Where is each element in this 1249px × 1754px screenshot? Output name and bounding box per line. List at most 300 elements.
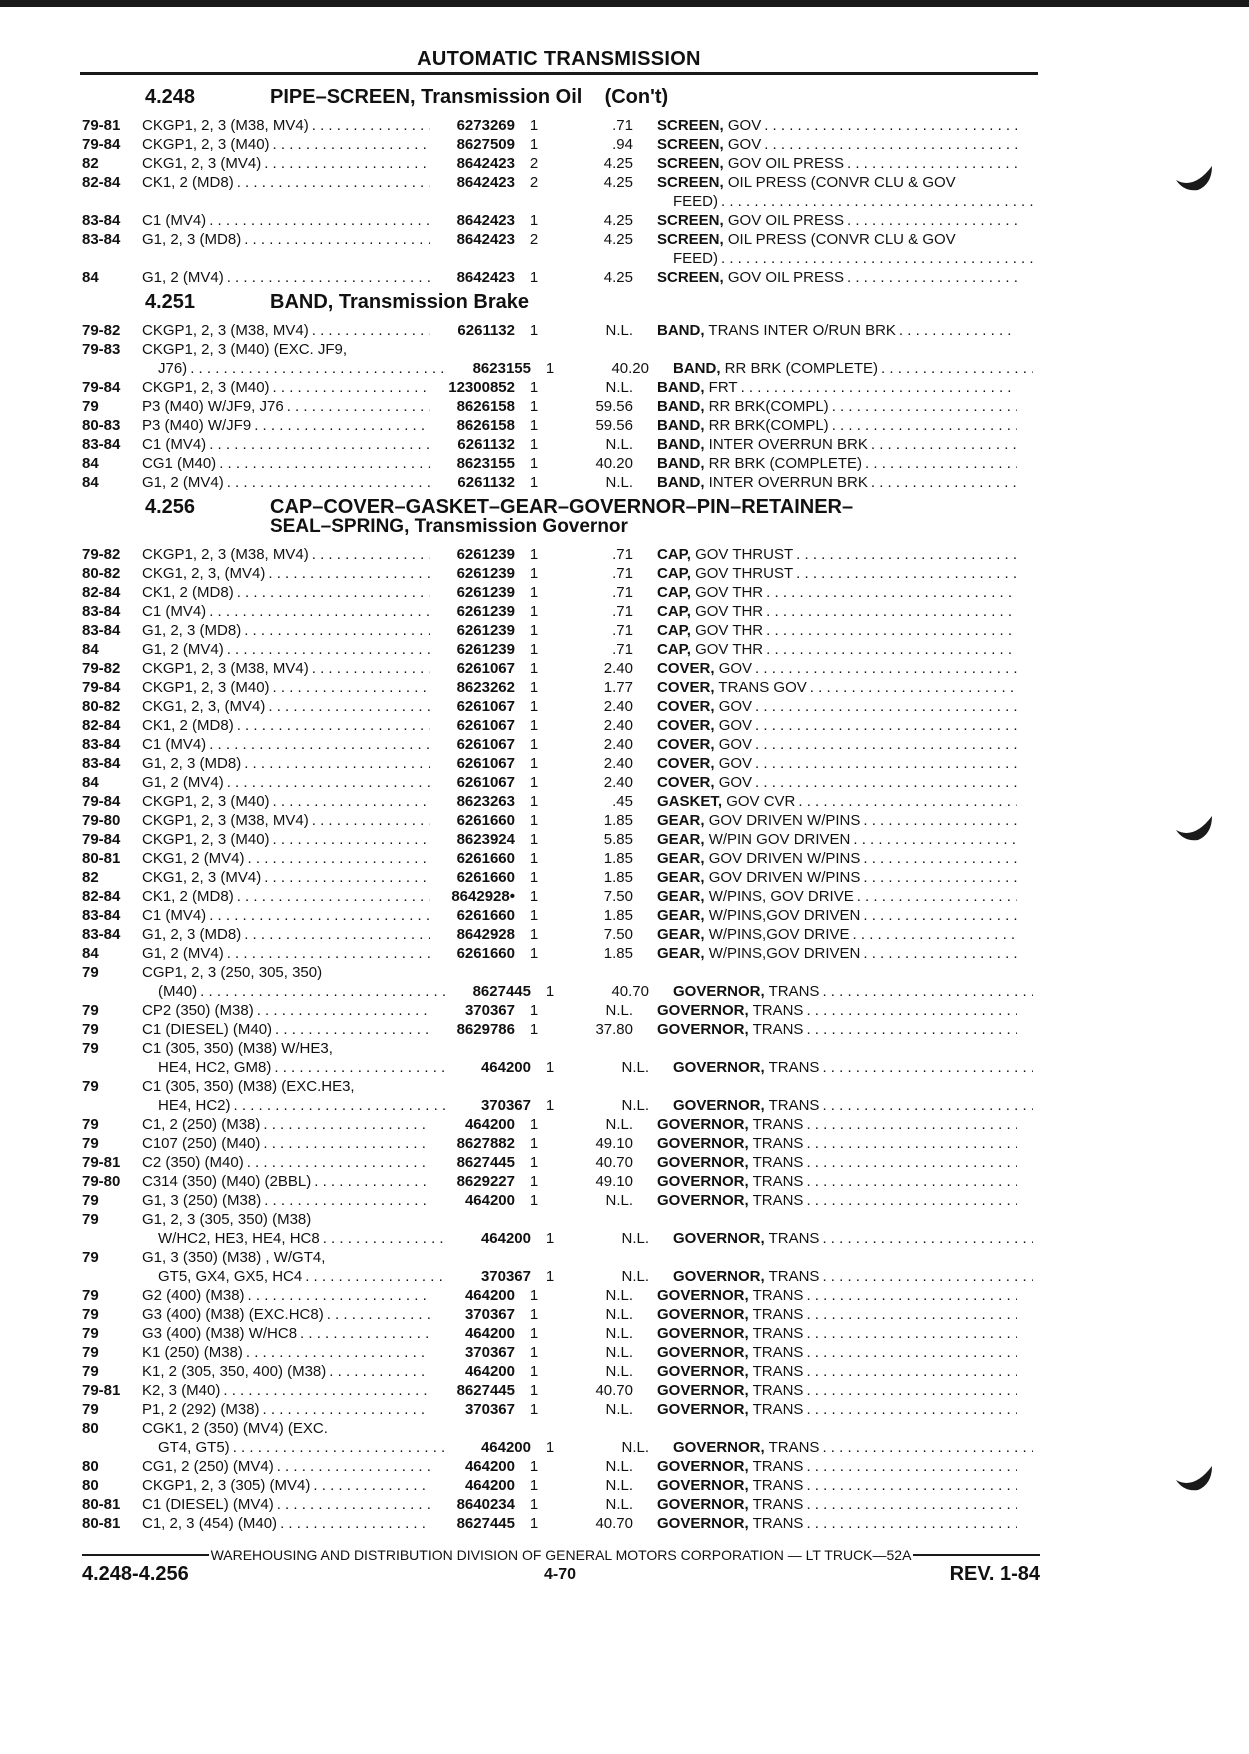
model-year: 79-81 [82,117,121,134]
description [633,378,1017,397]
table-row [82,868,1040,887]
price [553,1210,633,1229]
part-number [430,1248,515,1267]
description-text: TRANS [752,1116,804,1133]
description [633,1210,1017,1229]
price [553,1077,633,1096]
description-text: TRANS [768,1439,820,1456]
table-row [82,830,1040,849]
quantity: 1 [529,1477,539,1494]
table-row [82,1039,1040,1058]
price: N.L. [605,1325,633,1342]
description-text: TRANS [752,1382,804,1399]
application: C1 (DIESEL) (MV4) . . . [142,1495,430,1514]
description [633,868,1017,887]
price: N.L. [605,1496,633,1513]
description-noun: COVER, [657,736,715,753]
price [553,1248,633,1267]
description-text: TRANS GOV [718,679,807,696]
description-text: GOV THRUST [695,546,794,563]
description-noun: COVER, [657,679,715,696]
quantity: 1 [529,717,539,734]
part-number: 8629227 [456,1173,515,1190]
part-number [430,1210,515,1229]
quantity: 1 [529,212,539,229]
application: J76) . . . [142,359,446,378]
part-number: 464200 [464,1363,515,1380]
price: N.L. [605,1458,633,1475]
table-row [82,192,1040,211]
table-row [82,1457,1040,1476]
description-noun: COVER, [657,660,715,677]
quantity [515,1039,553,1058]
application: CKG1, 2 (MV4) . . . [142,849,430,868]
description [633,716,1017,735]
application: HE4, HC2, GM8) . . . [142,1058,446,1077]
model-year: 83-84 [82,755,121,772]
description-noun: GEAR, [657,945,705,962]
description [633,1115,1017,1134]
price: 40.20 [611,360,649,377]
part-number: 6261660 [456,869,515,886]
description-text: RR BRK(COMPL) [708,417,829,434]
table-row [82,321,1040,340]
application: C1 (305, 350) (M38) (EXC.HE3, [142,1078,355,1095]
description-noun: CAP, [657,565,691,582]
model-year: 79 [82,1363,99,1380]
description-noun: GOVERNOR, [657,1325,749,1342]
model-year: 79 [82,1401,99,1418]
model-year: 84 [82,269,99,286]
description [633,116,1017,135]
table-row [82,963,1040,982]
price: N.L. [605,379,633,396]
part-number: 8642423 [456,269,515,286]
description-noun: BAND, [657,398,705,415]
description [633,754,1017,773]
description-text: TRANS [768,1268,820,1285]
model-year: 79 [82,1306,99,1323]
table-row [82,906,1040,925]
table-row [82,735,1040,754]
description-text: GOV OIL PRESS [727,212,845,229]
table-row [82,230,1040,249]
table-row [82,1172,1040,1191]
description-text: GOV [718,717,753,734]
description-text: TRANS [752,1287,804,1304]
part-number: 6261660 [456,907,515,924]
application: CKGP1, 2, 3 (M40) . . . [142,135,430,154]
description-noun: GOVERNOR, [673,1268,765,1285]
price: N.L. [621,1268,649,1285]
quantity: 1 [529,1173,539,1190]
description-text: TRANS [768,1230,820,1247]
quantity: 1 [529,1363,539,1380]
table-row [82,1191,1040,1210]
section-title: CAP–COVER–GASKET–GEAR–GOVERNOR–PIN–RETAINER– [270,496,854,518]
description [649,1058,1033,1077]
part-number: 8626158 [456,417,515,434]
description-text: TRANS [752,1002,804,1019]
section-title-suffix: (Con't) [604,86,669,108]
description-text: TRANS [752,1363,804,1380]
part-number [430,192,515,211]
application: HE4, HC2) . . . [142,1096,446,1115]
part-number: 8627509 [456,136,515,153]
part-number: 464200 [464,1116,515,1133]
section-title-line2: SEAL–SPRING, Transmission Governor [270,516,628,537]
binder-hole-icon [1172,150,1216,194]
application: G1, 2 (MV4) . . . [142,944,430,963]
model-year: 79 [82,964,99,981]
running-head: AUTOMATIC TRANSMISSION [417,48,701,70]
quantity [515,249,553,268]
part-number: 8627882 [456,1135,515,1152]
quantity: 1 [529,117,539,134]
description [633,545,1017,564]
quantity: 1 [529,1287,539,1304]
part-number [430,963,515,982]
application: G1, 3 (350) (M38) , W/GT4, [142,1249,326,1266]
part-number: 6273269 [456,117,515,134]
part-number: 6261132 [457,474,515,491]
quantity: 1 [529,622,539,639]
application: C1, 2, 3 (454) (M40) . . . [142,1514,430,1533]
quantity: 1 [529,736,539,753]
description [633,1191,1017,1210]
table-row [82,1400,1040,1419]
application: G1, 2 (MV4) . . . [142,473,430,492]
application: CG1, 2 (250) (MV4) . . . [142,1457,430,1476]
quantity: 1 [545,1059,555,1076]
table-row [82,435,1040,454]
description-noun: GEAR, [657,831,705,848]
description-text: W/PINS,GOV DRIVE [708,926,850,943]
description-text: TRANS [752,1173,804,1190]
model-year: 79-84 [82,793,121,810]
part-number: 6261239 [456,641,515,658]
model-year: 79 [82,1192,99,1209]
part-number: 464200 [464,1192,515,1209]
application: C1 (MV4) . . . [142,906,430,925]
description [633,1001,1017,1020]
table-row [82,716,1040,735]
model-year [82,1438,142,1457]
price: 40.20 [595,455,633,472]
description [633,849,1017,868]
price: 1.77 [603,679,633,696]
description-noun: SCREEN, [657,231,724,248]
model-year: 79-83 [82,341,121,358]
description-text: TRANS [768,1097,820,1114]
description-noun: SCREEN, [657,212,724,229]
description-noun: GOVERNOR, [673,1439,765,1456]
table-row [82,887,1040,906]
model-year: 82-84 [82,174,121,191]
price: N.L. [605,1344,633,1361]
description [633,1476,1017,1495]
part-number: 8623924 [456,831,515,848]
price: 2.40 [603,755,633,772]
table-row [82,1020,1040,1039]
part-number: 464200 [480,1230,531,1247]
description [633,1514,1017,1533]
table-row [82,982,1040,1001]
part-number: 370367 [464,1401,515,1418]
description-text: GOV [718,774,753,791]
price [553,1039,633,1058]
description-text: RR BRK (COMPLETE) [708,455,863,472]
model-year: 83-84 [82,436,121,453]
quantity: 1 [529,1002,539,1019]
table-row [82,1210,1040,1229]
table-row [82,1248,1040,1267]
quantity: 1 [529,398,539,415]
description-noun: GOVERNOR, [657,1021,749,1038]
description-noun: BAND, [673,360,721,377]
quantity [515,340,553,359]
price: N.L. [605,1363,633,1380]
model-year: 79-84 [82,136,121,153]
model-year: 79 [82,1021,99,1038]
part-number [430,1077,515,1096]
description-text: GOV DRIVEN W/PINS [708,869,861,886]
application: C2 (350) (M40) . . . [142,1153,430,1172]
model-year: 79 [82,1040,99,1057]
quantity: 1 [529,136,539,153]
description-noun: SCREEN, [657,174,724,191]
description [633,811,1017,830]
description [633,435,1017,454]
model-year: 80-81 [82,1496,121,1513]
application: G1, 2 (MV4) . . . [142,640,430,659]
price: N.L. [605,1002,633,1019]
quantity: 1 [529,660,539,677]
description-noun: GOVERNOR, [657,1382,749,1399]
quantity: 1 [529,888,539,905]
application: CKGP1, 2, 3 (M38, MV4) . . . [142,321,430,340]
description-noun: COVER, [657,774,715,791]
quantity: 1 [529,1458,539,1475]
price: .71 [612,117,633,134]
model-year: 79 [82,1344,99,1361]
price: 40.70 [595,1382,633,1399]
application: CKGP1, 2, 3 (M40) . . . [142,792,430,811]
part-number: 8642928 [456,926,515,943]
table-row [82,116,1040,135]
description-noun: CAP, [657,603,691,620]
price: .71 [612,584,633,601]
price: .45 [612,793,633,810]
description-noun: GASKET, [657,793,723,810]
price: 5.85 [603,831,633,848]
table-row [82,602,1040,621]
price: N.L. [605,436,633,453]
description-text: RR BRK(COMPL) [708,398,829,415]
application: G3 (400) (M38) (EXC.HC8) . . . [142,1305,430,1324]
description-noun: GOVERNOR, [673,1097,765,1114]
part-number: 370367 [464,1002,515,1019]
application: C107 (250) (M40) . . . [142,1134,430,1153]
table-row [82,211,1040,230]
table-row [82,564,1040,583]
model-year: 79 [82,1078,99,1095]
description [633,416,1017,435]
description [633,1077,1017,1096]
quantity: 1 [529,269,539,286]
description [633,887,1017,906]
description-noun: GOVERNOR, [657,1515,749,1532]
description-text: GOV CVR [726,793,796,810]
part-number: 370367 [464,1344,515,1361]
description-text: TRANS [752,1135,804,1152]
description [633,454,1017,473]
description-noun: COVER, [657,698,715,715]
quantity: 1 [529,322,539,339]
part-number: 8623155 [472,360,531,377]
description-noun: CAP, [657,546,691,563]
table-row [82,154,1040,173]
quantity: 1 [545,1439,555,1456]
quantity: 2 [529,174,539,191]
price: N.L. [621,1059,649,1076]
table-row [82,173,1040,192]
quantity: 1 [529,869,539,886]
price: N.L. [621,1097,649,1114]
table-row [82,1324,1040,1343]
description-text: W/PINS, GOV DRIVE [708,888,854,905]
price: 4.25 [603,155,633,172]
description-noun: GOVERNOR, [657,1344,749,1361]
application: CKGP1, 2, 3 (M40) (EXC. JF9, [142,341,348,358]
description [649,1267,1033,1286]
application: CKGP1, 2, 3 (M40) . . . [142,678,430,697]
price: N.L. [605,1287,633,1304]
description-noun: BAND, [657,436,705,453]
description [633,564,1017,583]
application [142,192,430,211]
application: P1, 2 (292) (M38) . . . [142,1400,430,1419]
description-text: OIL PRESS (CONVR CLU & GOV [727,174,956,191]
description [633,697,1017,716]
section-heading [82,498,1040,536]
description-text: GOV [718,736,753,753]
model-year [82,359,142,378]
description-noun: GOVERNOR, [657,1496,749,1513]
description-noun: GEAR, [657,869,705,886]
part-number: 6261239 [456,546,515,563]
application: C1 (305, 350) (M38) W/HE3, [142,1040,333,1057]
quantity [515,1210,553,1229]
description [633,678,1017,697]
model-year [82,982,142,1001]
price: 1.85 [603,907,633,924]
application: K1, 2 (305, 350, 400) (M38) . . . [142,1362,430,1381]
application: (M40) . . . [142,982,446,1001]
description-text: GOV DRIVEN W/PINS [708,812,861,829]
application: CGK1, 2 (350) (MV4) (EXC. [142,1420,328,1437]
model-year: 79-82 [82,546,121,563]
model-year: 80 [82,1458,99,1475]
quantity: 1 [529,565,539,582]
quantity: 1 [529,603,539,620]
application: G1, 2, 3 (MD8) . . . [142,230,430,249]
application: G1, 2, 3 (MD8) . . . [142,754,430,773]
quantity: 1 [529,793,539,810]
description-noun: GOVERNOR, [657,1173,749,1190]
application: G1, 2, 3 (305, 350) (M38) [142,1211,312,1228]
description [633,1039,1017,1058]
description [633,135,1017,154]
model-year: 83-84 [82,231,121,248]
application: CKGP1, 2, 3 (305) (MV4) . . . [142,1476,430,1495]
description-text: GOV THR [695,622,764,639]
model-year: 83-84 [82,603,121,620]
description-text: FEED) [673,193,718,210]
price [553,1419,633,1438]
application: CG1 (M40) . . . [142,454,430,473]
description-text: GOV [727,117,762,134]
description-text: GOV DRIVEN W/PINS [708,850,861,867]
model-year: 79-80 [82,812,121,829]
description [633,154,1017,173]
price: 1.85 [603,869,633,886]
quantity: 1 [529,755,539,772]
description-noun: BAND, [657,379,705,396]
price [553,340,633,359]
table-row [82,925,1040,944]
part-number: 6261067 [456,755,515,772]
table-row [82,1514,1040,1533]
quantity: 2 [529,155,539,172]
table-row [82,1419,1040,1438]
application: C1 (MV4) . . . [142,211,430,230]
table-row [82,678,1040,697]
part-number: 8623155 [456,455,515,472]
application: GT4, GT5) . . . [142,1438,446,1457]
footer-rule-right [913,1554,1040,1556]
quantity [515,192,553,211]
table-row [82,773,1040,792]
table-row [82,135,1040,154]
table-row [82,1495,1040,1514]
price: 49.10 [595,1135,633,1152]
price [553,963,633,982]
quantity: 1 [529,1116,539,1133]
description [633,1248,1017,1267]
table-row [82,583,1040,602]
description-noun: BAND, [657,322,705,339]
quantity: 1 [529,850,539,867]
model-year: 84 [82,455,99,472]
model-year: 79-84 [82,379,121,396]
price: 4.25 [603,231,633,248]
price: .71 [612,603,633,620]
footer-division-text: WAREHOUSING AND DISTRIBUTION DIVISION OF GENERAL MOTORS CORPORATION — LT TRUCK—52A [210,1547,912,1563]
model-year: 84 [82,474,99,491]
description-noun: GEAR, [657,926,705,943]
table-row [82,359,1040,378]
part-number: 464200 [480,1059,531,1076]
description-text: TRANS [752,1458,804,1475]
footer-section-range: 4.248-4.256 [82,1563,189,1585]
section-number: 4.256 [145,496,196,518]
price: N.L. [605,1477,633,1494]
description [633,944,1017,963]
model-year: 80 [82,1477,99,1494]
application: CKGP1, 2, 3 (M38, MV4) . . . [142,659,430,678]
part-number: 6261067 [456,660,515,677]
